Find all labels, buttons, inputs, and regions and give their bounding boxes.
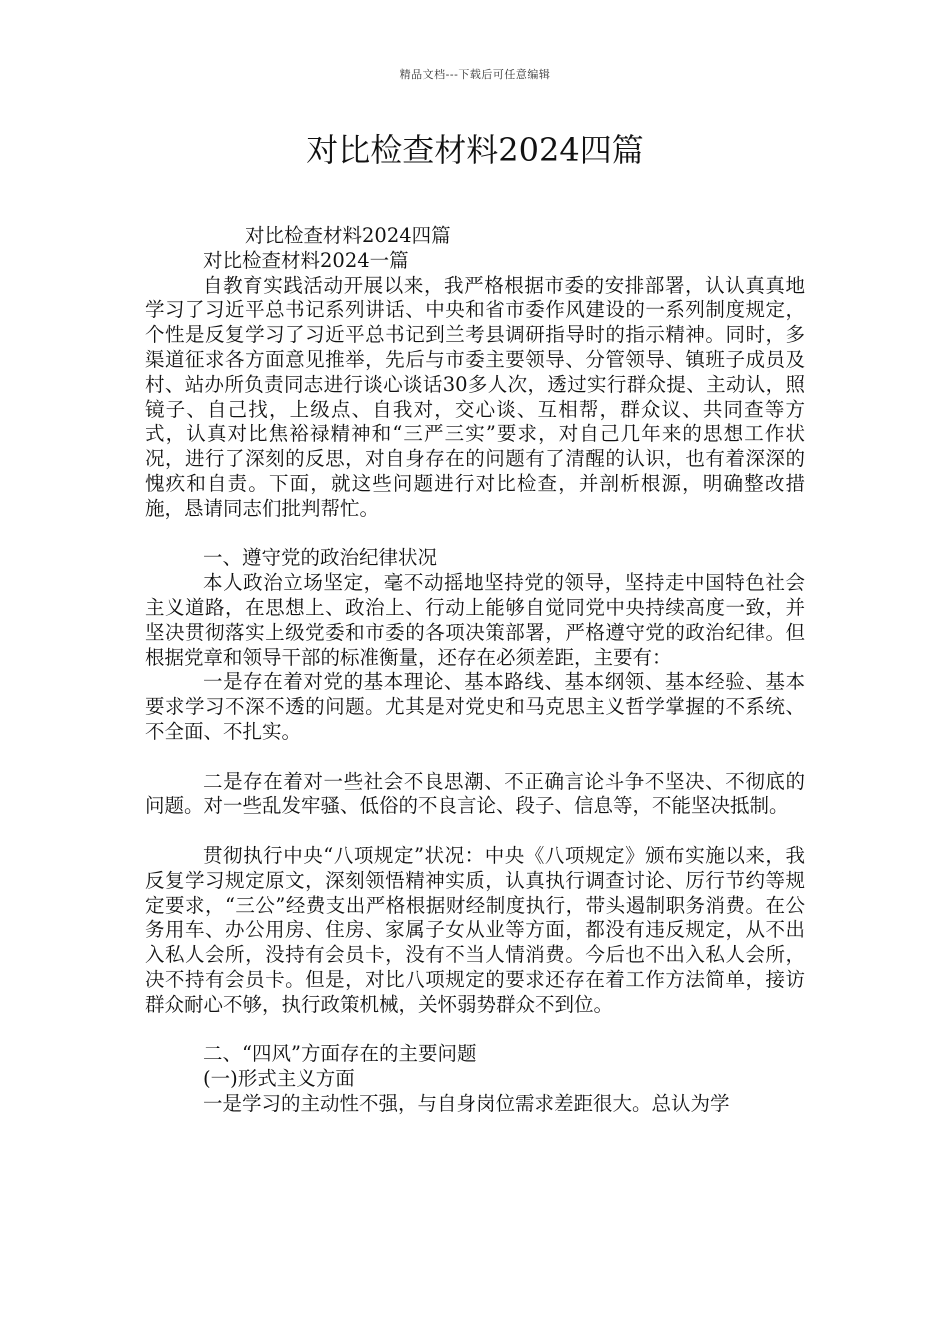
paragraph-gap [145, 522, 805, 547]
paragraph-gap [145, 1018, 805, 1043]
subsection-heading: (一)形式主义方面 [203, 1067, 355, 1091]
paragraph-gap [145, 745, 805, 770]
paragraph: 本人政治立场坚定，毫不动摇地坚持党的领导，坚持走中国特色社会主义道路，在思想上、政治上、行动上能够自觉同党中央持续高度一致，并坚决贯彻落实上级党委和市委的各项决策部署，严格遵守党的政治纪律。但根据党章和领导干部的标准衡量，还存在必须差距，主要有： [145, 571, 805, 669]
document-title: 对比检查材料2024四篇 [306, 131, 644, 169]
section-heading: 一、遵守党的政治纪律状况 [203, 546, 438, 570]
paragraph: 一是学习的主动性不强，与自身岗位需求差距很大。总认为学 [203, 1091, 730, 1115]
paragraph: 贯彻执行中央“八项规定”状况：中央《八项规定》颁布实施以来，我反复学习规定原文，深刻领悟精神实质，认真执行调查讨论、厉行节约等规定要求，“三公”经费支出严格根据财经制度执行，带头遏制职务消费。在公务用车、办公用房、住房、家属子女从业等方面，都没有违反规定，从不出入私人会所，没持有会员卡，没有不当人情消费。今后也不出入私人会所，决不持有会员卡。但是，对比八项规定的要求还存在着工作方法简单，接访群众耐心不够，执行政策机械，关怀弱势群众不到位。 [145, 843, 805, 1016]
paragraph: 自教育实践活动开展以来，我严格根据市委的安排部署，认认真真地学习了习近平总书记系列讲话、中央和省市委作风建设的一系列制度规定，个性是反复学习了习近平总书记到兰考县调研指导时的指示精神。同时，多渠道征求各方面意见推举，先后与市委主要领导、分管领导、镇班子成员及村、站办所负责同志进行谈心谈话30多人次，透过实行群众提、主动认，照镜子、自己找，上级点、自我对，交心谈、互相帮，群众议、共同查等方式，认真对比焦裕禄精神和“三严三实”要求，对自己几年来的思想工作状况，进行了深刻的反思，对自身存在的问题有了清醒的认识，也有着深深的愧疚和自责。下面，就这些问题进行对比检查，并剖析根源，明确整改措施，恳请同志们批判帮忙。 [145, 273, 805, 520]
subtitle-line: 对比检查材料2024四篇 [245, 224, 451, 247]
paragraph-gap [145, 819, 805, 844]
paragraph: 一是存在着对党的基本理论、基本路线、基本纲领、基本经验、基本要求学习不深不透的问题。尤其是对党史和马克思主义哲学掌握的不系统、不全面、不扎实。 [145, 670, 805, 743]
header-note: 精品文档---下载后可任意编辑 [399, 68, 551, 81]
section-heading: 对比检查材料2024一篇 [203, 248, 409, 272]
paragraph: 二是存在着对一些社会不良思潮、不正确言论斗争不坚决、不彻底的问题。对一些乱发牢骚、低俗的不良言论、段子、信息等，不能坚决抵制。 [145, 769, 805, 818]
section-heading: 二、“四风”方面存在的主要问题 [203, 1042, 477, 1066]
document-body [145, 224, 805, 1117]
